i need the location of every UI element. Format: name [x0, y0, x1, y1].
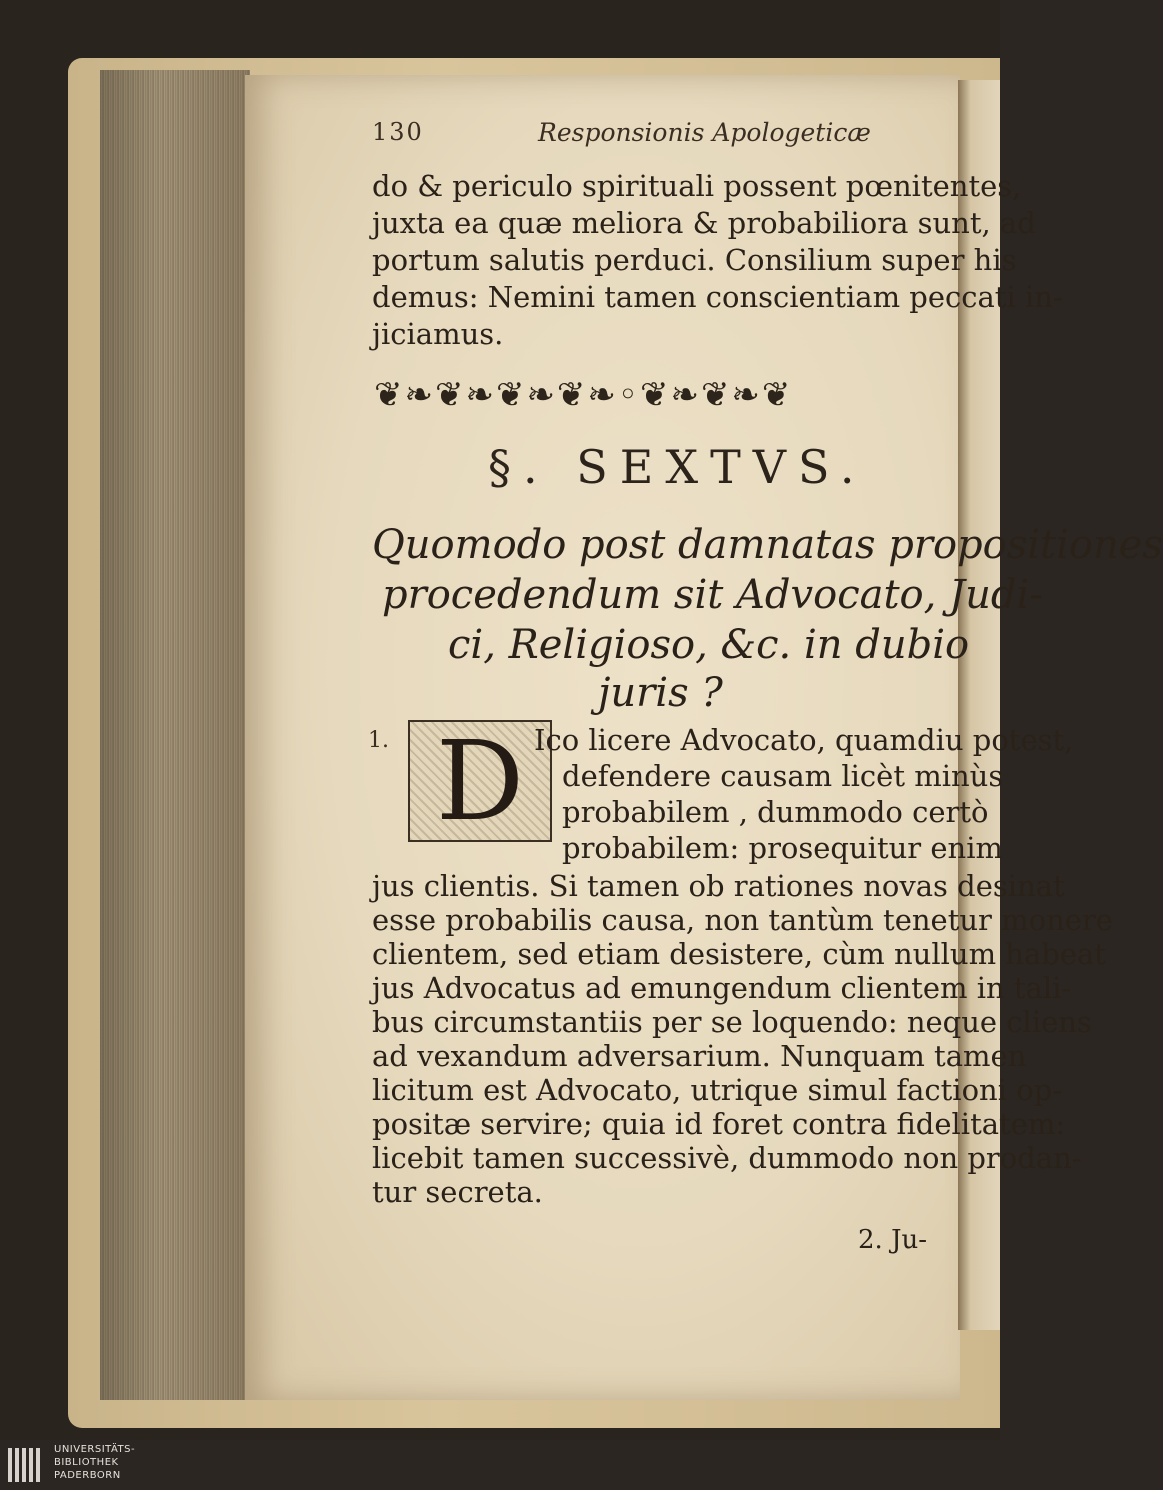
- text-line: ad vexandum adversarium. Nunquam tamen: [372, 1039, 1027, 1073]
- text-line: jiciamus.: [372, 317, 504, 351]
- initial-letter: D: [435, 717, 525, 845]
- catchword: 2. Ju-: [858, 1225, 928, 1255]
- printers-ornament: ❦❧❦❧❦❧❦❧◦❦❧❦❧❦: [374, 375, 793, 415]
- library-logo-icon: [8, 1448, 46, 1482]
- text-line: demus: Nemini tamen conscientiam peccati in-: [372, 280, 1063, 314]
- decorated-initial: [408, 717, 552, 845]
- page-edges-shade: [100, 70, 250, 1400]
- subtitle-line: Quomodo post damnatas propositiones: [372, 522, 1163, 568]
- text-line: licebit tamen successivè, dummodo non prodan-: [372, 1141, 1082, 1175]
- text-line: bus circumstantiis per se loquendo: neque cliens: [372, 1005, 1092, 1039]
- text-line: probabilem , dummodo certò: [562, 795, 989, 829]
- text-line: portum salutis perduci. Consilium super his: [372, 243, 1017, 277]
- text-line: positæ servire; quia id foret contra fidelitatem:: [372, 1107, 1066, 1141]
- text-line: jus clientis. Si tamen ob rationes novas desinat: [372, 869, 1065, 903]
- paragraph-number: 1.: [368, 728, 389, 753]
- text-line: clientem, sed etiam desistere, cùm nullum habeat: [372, 937, 1106, 971]
- text-line: tur secreta.: [372, 1175, 543, 1209]
- page-number: 130: [372, 118, 424, 146]
- library-footer: [0, 1440, 1000, 1490]
- text-line: Ico licere Advocato, quamdiu potest,: [534, 723, 1074, 757]
- library-name-line: UNIVERSITÄTS-: [54, 1444, 136, 1455]
- library-name-line: PADERBORN: [54, 1470, 121, 1481]
- subtitle-line: juris ?: [598, 670, 723, 716]
- subtitle-line: ci, Religioso, &c. in dubio: [448, 622, 970, 668]
- text-line: jus Advocatus ad emungendum clientem in tali-: [372, 971, 1072, 1005]
- text-line: esse probabilis causa, non tantùm tenetur monere: [372, 903, 1113, 937]
- section-heading: §. SEXTVS.: [488, 440, 867, 494]
- text-line: probabilem: prosequitur enim: [562, 831, 1003, 865]
- subtitle-line: procedendum sit Advocato, Judi-: [382, 572, 1043, 618]
- page-header: [372, 112, 872, 152]
- text-line: defendere causam licèt minùs: [562, 759, 1004, 793]
- library-name: [54, 1443, 135, 1482]
- text-line: juxta ea quæ meliora & probabiliora sunt, ad: [372, 206, 1036, 240]
- running-title: Responsionis Apologeticæ: [538, 118, 871, 147]
- text-line: licitum est Advocato, utrique simul factioni op-: [372, 1073, 1063, 1107]
- text-line: do & periculo spirituali possent pœnitentes,: [372, 169, 1022, 203]
- library-name-line: BIBLIOTHEK: [54, 1457, 119, 1468]
